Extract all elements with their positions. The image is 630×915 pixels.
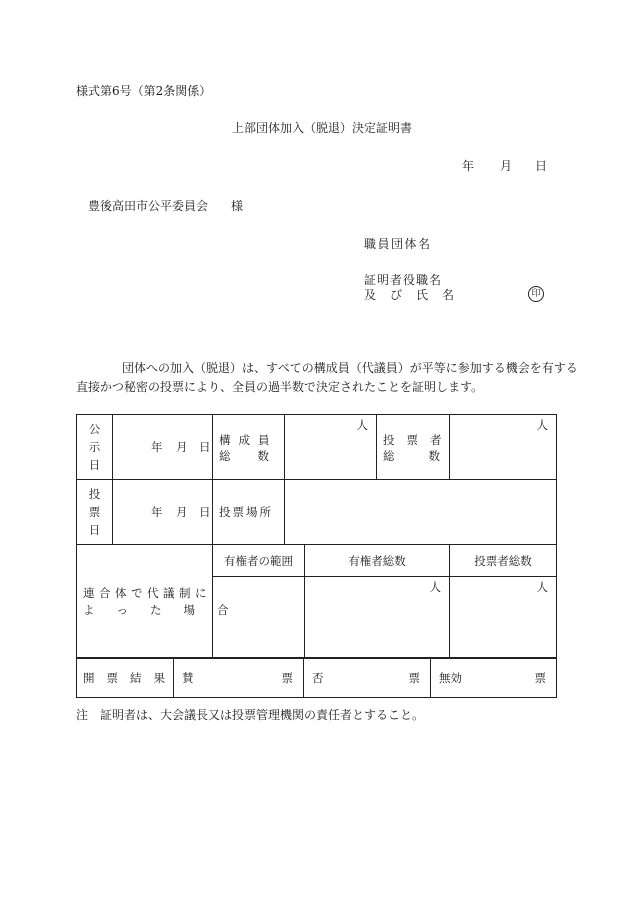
addressee-name: 豊後高田市公平委員会 (88, 199, 209, 213)
vote-label-char: 投 (88, 487, 101, 501)
voters-total-label-cell (377, 415, 474, 480)
date-day: 日 (535, 159, 548, 173)
notice-label-char: 公 (88, 422, 101, 436)
body-text-line2: 直接かつ秘密の投票により、全員の過半数で決定されたことを証明します。 (76, 380, 484, 394)
vote-label-char: 票 (88, 505, 101, 519)
yes-votes-cell[interactable] (174, 659, 304, 698)
members-label-line1: 構成員 (219, 433, 278, 447)
results-row (77, 659, 557, 698)
federation-header-row (77, 545, 557, 577)
no-vote-unit: 票 (408, 671, 420, 685)
org-name-label: 職員団体名 (364, 237, 432, 251)
vote-date-value-cell[interactable] (113, 480, 213, 545)
notice-date-day: 日 (199, 440, 211, 454)
vote-date-day: 日 (199, 505, 211, 519)
yes-label: 賛 (182, 671, 194, 685)
voter-total-value-cell[interactable] (450, 577, 557, 658)
members-unit: 人 (356, 418, 368, 432)
vote-date-row (77, 480, 557, 545)
results-table (76, 658, 557, 698)
no-votes-cell[interactable] (304, 659, 431, 698)
yes-vote-unit: 票 (281, 671, 293, 685)
certificate-table (76, 414, 557, 658)
no-label: 否 (312, 671, 324, 685)
eligible-range-header: 有権者の範囲 (213, 545, 305, 577)
form-number: 様式第6号（第2条関係） (76, 84, 212, 98)
addressee-honorific: 様 (231, 199, 244, 213)
voter-total-header: 投票者総数 (450, 545, 557, 577)
results-label: 開票結果 (83, 671, 177, 685)
results-label-cell (77, 659, 177, 698)
voters-unit: 人 (536, 418, 548, 432)
invalid-label: 無効 (439, 671, 462, 685)
notice-date-row (77, 415, 557, 480)
federation-label-line2: よった場合 (83, 603, 251, 617)
voters-label-line2: 総数 (383, 449, 474, 463)
invalid-votes-cell[interactable] (431, 659, 557, 698)
vote-place-value-cell[interactable] (285, 480, 557, 545)
members-total-value-cell[interactable] (285, 415, 377, 480)
voters-label-line1: 投票者 (383, 433, 454, 447)
federation-label-cell (77, 545, 251, 658)
eligible-total-unit: 人 (429, 580, 441, 594)
body-text-line1: 団体への加入（脱退）は、すべての構成員（代議員）が平等に参加する機会を有する (122, 361, 578, 375)
vote-date-month: 月 (176, 505, 188, 519)
eligible-total-value-cell[interactable] (305, 577, 450, 658)
document-title: 上部団体加入（脱退）決定証明書 (232, 121, 413, 135)
voter-total-unit: 人 (536, 580, 548, 594)
signer-title-label: 証明者役職名 (364, 273, 443, 287)
vote-date-label-cell (77, 480, 113, 545)
notice-label-char: 示 (88, 440, 101, 454)
footnote: 注 証明者は、大会議長又は投票管理機関の責任者とすること。 (76, 708, 425, 722)
date-year: 年 (462, 159, 475, 173)
date-month: 月 (500, 159, 513, 173)
signer-name-label: 及び氏名 (364, 288, 469, 302)
notice-date-label-cell (77, 415, 113, 480)
invalid-vote-unit: 票 (534, 671, 546, 685)
vote-date-year: 年 (151, 505, 163, 519)
notice-date-value-cell[interactable] (113, 415, 213, 480)
notice-label-char: 日 (88, 458, 101, 472)
notice-date-year: 年 (151, 440, 163, 454)
notice-date-month: 月 (176, 440, 188, 454)
eligible-range-value-cell[interactable] (213, 577, 305, 658)
voters-total-value-cell[interactable] (450, 415, 557, 480)
vote-place-label-cell (213, 480, 285, 545)
vote-place-label: 投票場所 (219, 505, 273, 519)
federation-label-line1: 連合体で代議制に (83, 586, 211, 600)
vote-label-char: 日 (88, 523, 101, 537)
members-total-label-cell (213, 415, 296, 480)
seal-mark: 印 (528, 286, 544, 302)
eligible-total-header: 有権者総数 (305, 545, 450, 577)
members-label-line2: 総数 (219, 449, 296, 463)
